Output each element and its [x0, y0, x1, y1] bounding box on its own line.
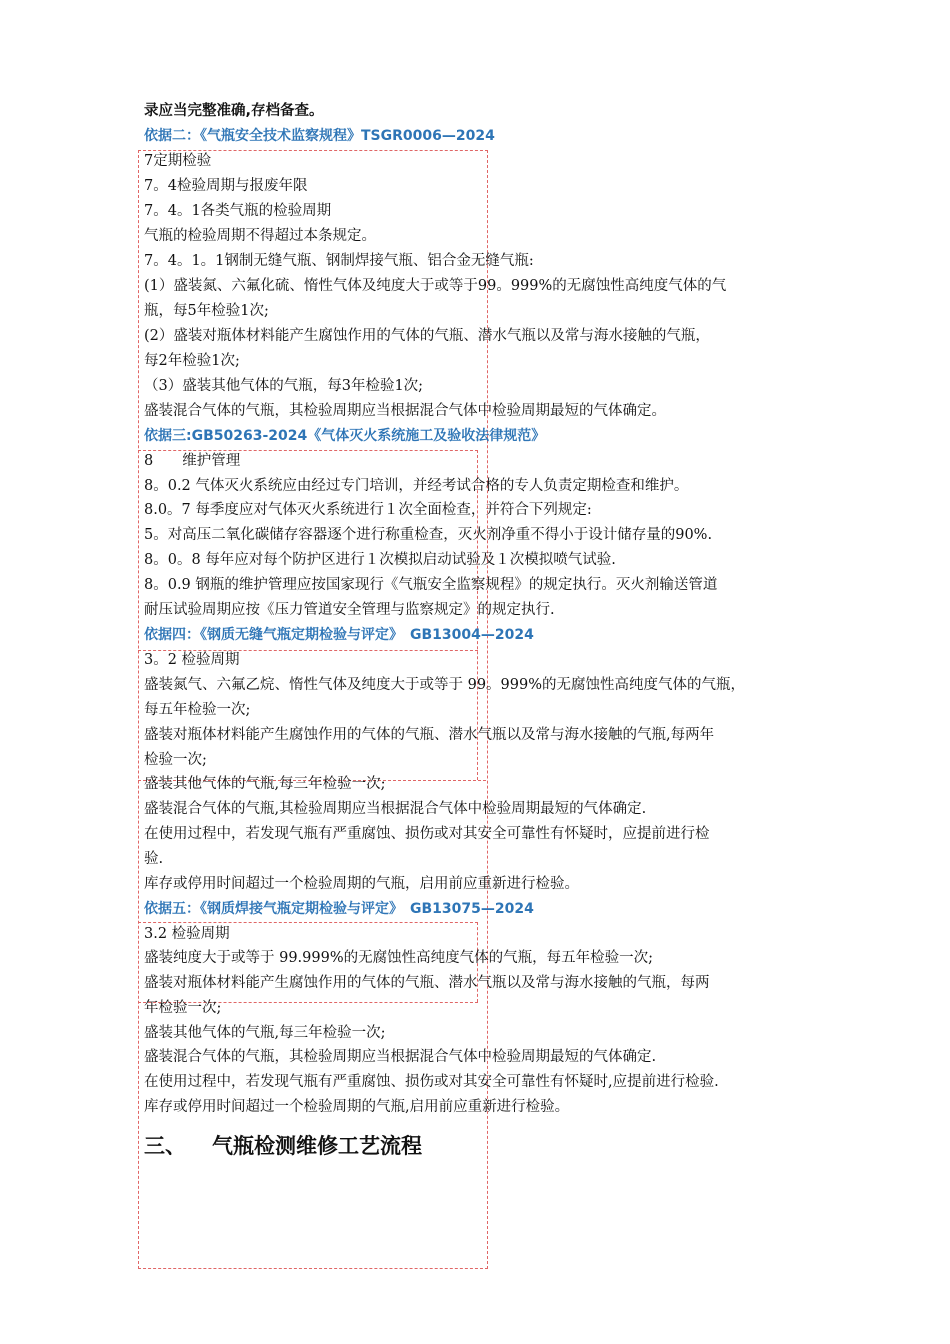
text-line: 录应当完整准确,存档备查。: [144, 103, 324, 119]
text-line: 5。对高压二氧化碳储存容器逐个进行称重检查，灭火剂净重不得小于设计储存量的90%.: [144, 527, 713, 543]
text-line: 盛装混合气体的气瓶，其检验周期应当根据混合气体中检验周期最短的气体确定。: [144, 403, 666, 419]
text-line: 每五年检验一次;: [144, 702, 251, 718]
text-line: 年检验一次;: [144, 1000, 222, 1016]
text-line: 盛装其他气体的气瓶,每三年检验一次;: [144, 776, 386, 792]
text-line: 盛装其他气体的气瓶,每三年检验一次;: [144, 1025, 386, 1041]
text-line: 验.: [144, 851, 164, 867]
text-line: 每2年检验1次;: [144, 353, 240, 369]
text-line: 耐压试验周期应按《压力管道安全管理与监察规定》的规定执行.: [144, 602, 555, 618]
basis-heading-4: 依据四：《钢质无缝气瓶定期检验与评定》 GB13004—2024: [144, 627, 534, 643]
text-line: 库存或停用时间超过一个检验周期的气瓶,启用前应重新进行检验。: [144, 1099, 570, 1115]
text-line: 盛装纯度大于或等于 99.999%的无腐蚀性高纯度气体的气瓶，每五年检验一次;: [144, 950, 654, 966]
text-line: 8 维护管理: [144, 453, 241, 469]
layout-frame-divider: [138, 922, 478, 923]
text-line: 在使用过程中，若发现气瓶有严重腐蚀、损伤或对其安全可靠性有怀疑时,应提前进行检验.: [144, 1074, 719, 1090]
text-line: 3.2 检验周期: [144, 926, 230, 942]
text-line: 库存或停用时间超过一个检验周期的气瓶，启用前应重新进行检验。: [144, 876, 579, 892]
basis-heading-3: 依据三:GB50263-2024《气体灭火系统施工及验收法律规范》: [144, 428, 546, 444]
text-line: 瓶，每5年检验1次;: [144, 303, 269, 319]
text-line: 检验一次;: [144, 752, 207, 768]
text-line: 8。0.9 钢瓶的维护管理应按国家现行《气瓶安全监察规程》的规定执行。灭火剂输送管道: [144, 577, 718, 593]
basis-heading-5: 依据五：《钢质焊接气瓶定期检验与评定》 GB13075—2024: [144, 901, 534, 917]
text-line: 7。4。1各类气瓶的检验周期: [144, 203, 332, 219]
text-line: (2）盛装对瓶体材料能产生腐蚀作用的气体的气瓶、潜水气瓶以及常与海水接触的气瓶，: [144, 328, 710, 344]
text-line: 盛装混合气体的气瓶,其检验周期应当根据混合气体中检验周期最短的气体确定.: [144, 801, 647, 817]
text-line: 在使用过程中，若发现气瓶有严重腐蚀、损伤或对其安全可靠性有怀疑时，应提前进行检: [144, 826, 710, 842]
section-heading: [144, 1132, 422, 1160]
text-line: 8.0。7 每季度应对气体灭火系统进行１次全面检查，并符合下列规定:: [144, 502, 592, 518]
text-line: 7。4检验周期与报废年限: [144, 178, 308, 194]
text-line: 盛装混合气体的气瓶，其检验周期应当根据混合气体中检验周期最短的气体确定.: [144, 1049, 657, 1065]
text-line: (1）盛装氮、六氟化硫、惰性气体及纯度大于或等于99。999%的无腐蚀性高纯度气体的气: [144, 278, 727, 294]
text-line: 7。4。1。1钢制无缝气瓶、钢制焊接气瓶、铝合金无缝气瓶:: [144, 253, 534, 269]
text-line: 盛装氮气、六氟乙烷、惰性气体及纯度大于或等于 99。999%的无腐蚀性高纯度气体的气瓶，: [144, 677, 746, 693]
text-line: 8。0。8 每年应对每个防护区进行１次模拟启动试验及１次模拟喷气试验.: [144, 552, 616, 568]
text-line: 3。2 检验周期: [144, 652, 240, 668]
text-line: 盛装对瓶体材料能产生腐蚀作用的气体的气瓶、潜水气瓶以及常与海水接触的气瓶，每两: [144, 975, 710, 991]
section-title: 气瓶检测维修工艺流程: [212, 1134, 422, 1158]
text-line: 8。0.2 气体灭火系统应由经过专门培训，并经考试合格的专人负责定期检查和维护。: [144, 478, 689, 494]
section-number: 三、: [144, 1134, 186, 1158]
text-line: （3）盛装其他气体的气瓶，每3年检验1次;: [144, 378, 424, 394]
text-line: 盛装对瓶体材料能产生腐蚀作用的气体的气瓶、潜水气瓶以及常与海水接触的气瓶,每两年: [144, 727, 715, 743]
text-line: 气瓶的检验周期不得超过本条规定。: [144, 228, 376, 244]
basis-heading-2: 依据二：《气瓶安全技术监察规程》TSGR0006—2024: [144, 128, 495, 144]
text-line: 7定期检验: [144, 153, 212, 169]
